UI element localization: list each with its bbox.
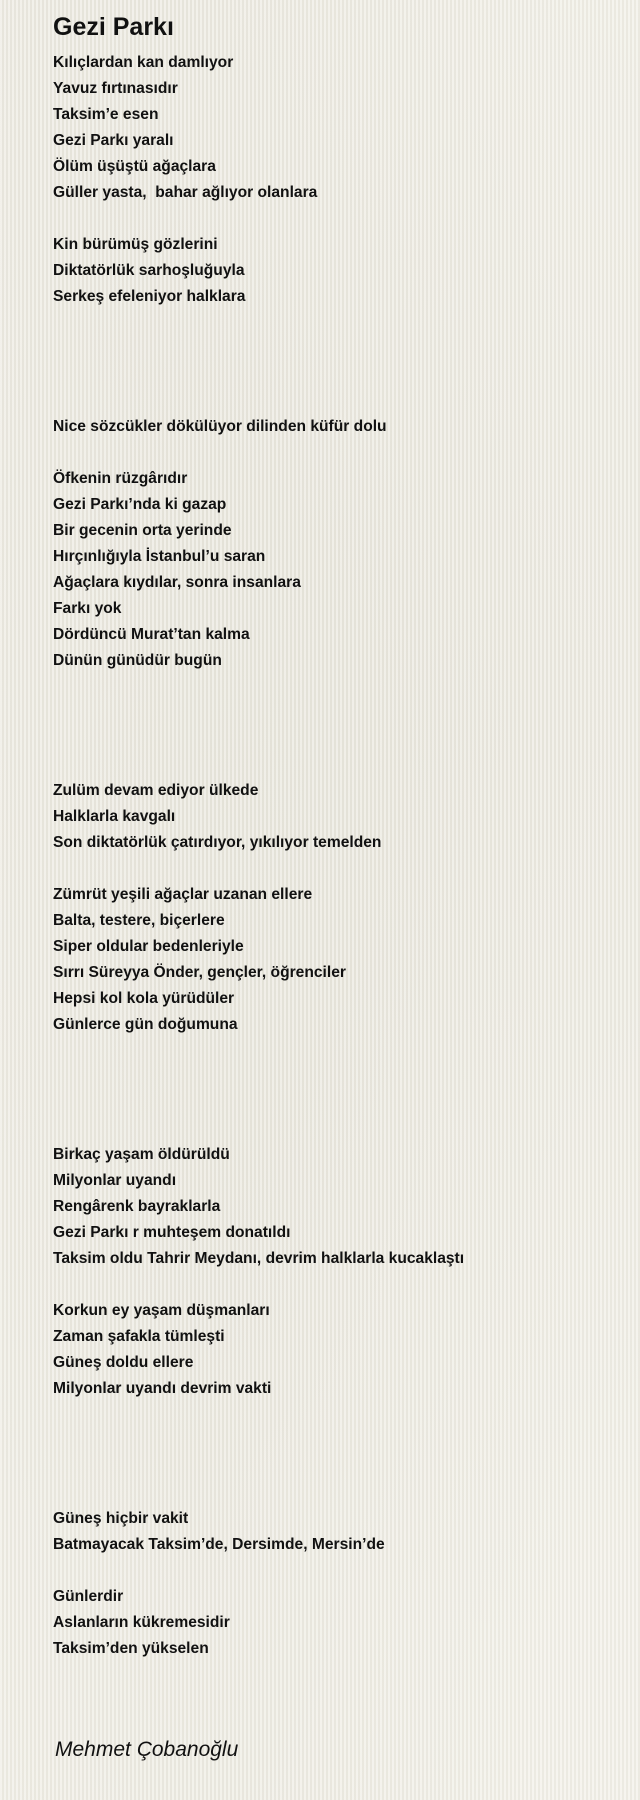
poem-line bbox=[53, 388, 613, 414]
poem-line: Günlerce gün doğumuna bbox=[53, 1016, 238, 1033]
poem-line bbox=[53, 1558, 613, 1584]
poem-line: Korkun ey yaşam düşmanları bbox=[53, 1302, 270, 1319]
poem-page bbox=[53, 10, 613, 1662]
poem-line: Ölüm üşüştü ağaçlara bbox=[53, 158, 216, 175]
poem-line: Gezi Parkı r muhteşem donatıldı bbox=[53, 1224, 291, 1241]
poem-line bbox=[53, 362, 613, 388]
poem-line: Taksim’den yükselen bbox=[53, 1640, 209, 1657]
poem-line bbox=[53, 1038, 613, 1064]
poem-line bbox=[53, 700, 613, 726]
poem-line: Günlerdir bbox=[53, 1588, 124, 1605]
poem-line: Batmayacak Taksim’de, Dersimde, Mersin’de bbox=[53, 1536, 385, 1553]
poem-line bbox=[53, 1454, 613, 1480]
poem-line bbox=[53, 1428, 613, 1454]
poem-line: Taksim’e esen bbox=[53, 106, 159, 123]
poem-line: Rengârenk bayraklarla bbox=[53, 1198, 221, 1215]
poem-line: Güneş hiçbir vakit bbox=[53, 1510, 189, 1527]
poem-line: Milyonlar uyandı bbox=[53, 1172, 177, 1189]
poem-line: Gezi Parkı yaralı bbox=[53, 132, 174, 149]
poem-line bbox=[53, 1064, 613, 1090]
poem-line: Nice sözcükler dökülüyor dilinden küfür dolu bbox=[53, 418, 387, 435]
poem-line bbox=[53, 726, 613, 752]
poem-line: Öfkenin rüzgârıdır bbox=[53, 470, 188, 487]
poem-line bbox=[53, 1272, 613, 1298]
poem-line: Zümrüt yeşili ağaçlar uzanan ellere bbox=[53, 886, 313, 903]
poem-line bbox=[53, 310, 613, 336]
poem-line: Dünün günüdür bugün bbox=[53, 652, 222, 669]
poem-line: Taksim oldu Tahrir Meydanı, devrim halklarla kucaklaştı bbox=[53, 1250, 465, 1267]
poem-line: Halklarla kavgalı bbox=[53, 808, 176, 825]
poem-line: Sırrı Süreyya Önder, gençler, öğrenciler bbox=[53, 964, 346, 981]
poem-line: Kin bürümüş gözlerini bbox=[53, 236, 218, 253]
poem-line bbox=[53, 1090, 613, 1116]
poem-line: Güneş doldu ellere bbox=[53, 1354, 194, 1371]
poem-line bbox=[53, 1402, 613, 1428]
poem-line bbox=[53, 440, 613, 466]
poem-line: Bir gecenin orta yerinde bbox=[53, 522, 232, 539]
poem-line: Siper oldular bedenleriyle bbox=[53, 938, 244, 955]
poem-line: Zaman şafakla tümleşti bbox=[53, 1328, 225, 1345]
poem-line: Diktatörlük sarhoşluğuyla bbox=[53, 262, 245, 279]
poem-line: Yavuz fırtınasıdır bbox=[53, 80, 178, 97]
poem-line bbox=[53, 206, 613, 232]
poem-line: Balta, testere, biçerlere bbox=[53, 912, 225, 929]
poem-line: Aslanların kükremesidir bbox=[53, 1614, 230, 1631]
poem-author: Mehmet Çobanoğlu bbox=[55, 1738, 239, 1761]
poem-line: Son diktatörlük çatırdıyor, yıkılıyor temelden bbox=[53, 834, 382, 851]
poem-line: Kılıçlardan kan damlıyor bbox=[53, 54, 234, 71]
poem-title: Gezi Parkı bbox=[53, 13, 174, 41]
poem-line: Birkaç yaşam öldürüldü bbox=[53, 1146, 230, 1163]
poem-line: Hepsi kol kola yürüdüler bbox=[53, 990, 235, 1007]
poem-line: Milyonlar uyandı devrim vakti bbox=[53, 1380, 272, 1397]
poem-line: Hırçınlığıyla İstanbul’u saran bbox=[53, 548, 266, 565]
poem-line: Serkeş efeleniyor halklara bbox=[53, 288, 246, 305]
poem-body bbox=[53, 50, 613, 1662]
poem-line: Ağaçlara kıydılar, sonra insanlara bbox=[53, 574, 301, 591]
poem-line: Farkı yok bbox=[53, 600, 122, 617]
poem-line bbox=[53, 856, 613, 882]
poem-line: Zulüm devam ediyor ülkede bbox=[53, 782, 259, 799]
poem-line bbox=[53, 752, 613, 778]
poem-line: Gezi Parkı’nda ki gazap bbox=[53, 496, 227, 513]
poem-line bbox=[53, 1480, 613, 1506]
poem-line: Dördüncü Murat’tan kalma bbox=[53, 626, 250, 643]
poem-line bbox=[53, 336, 613, 362]
poem-line: Güller yasta, bahar ağlıyor olanlara bbox=[53, 184, 318, 201]
poem-line bbox=[53, 674, 613, 700]
poem-line bbox=[53, 1116, 613, 1142]
